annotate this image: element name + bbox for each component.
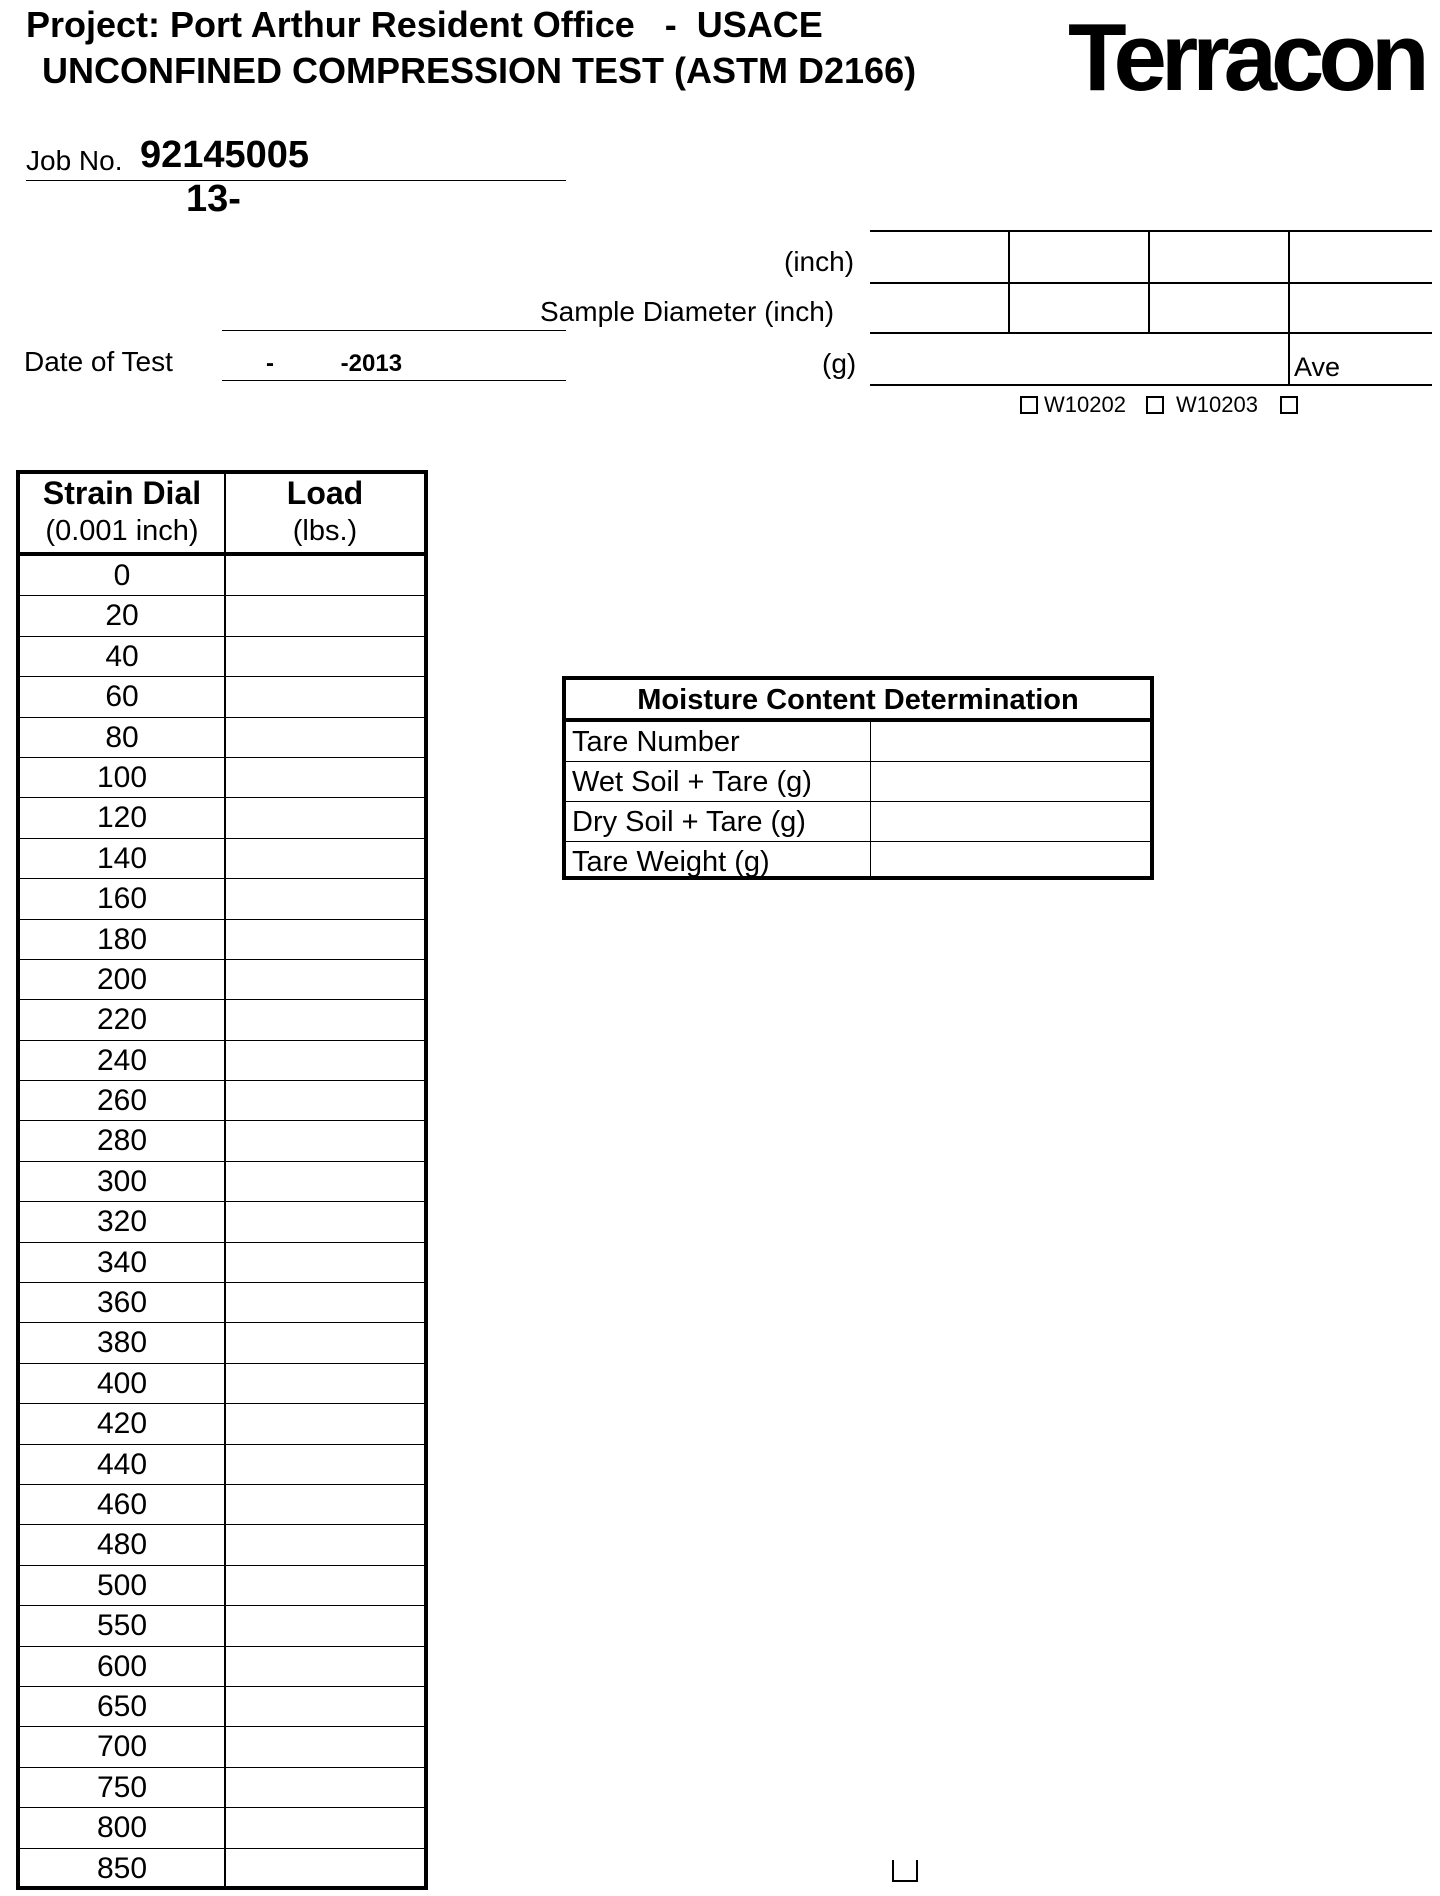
strain-row[interactable] (20, 677, 424, 717)
strain-dial-value: 340 (96, 1245, 148, 1279)
strain-row[interactable] (20, 1525, 424, 1565)
checkbox-w10203[interactable] (1146, 396, 1164, 414)
logo-text: Terracon (1068, 4, 1424, 110)
strain-row[interactable] (20, 1445, 424, 1485)
strain-row[interactable] (20, 1687, 424, 1727)
blank-line[interactable] (222, 330, 566, 331)
strain-dial-title: Strain Dial (42, 475, 202, 511)
date-underline (222, 380, 566, 381)
checkbox-other[interactable] (1280, 396, 1298, 414)
job-value: 92145005 (140, 134, 310, 176)
terracon-logo (1064, 0, 1432, 110)
strain-dial-value: 200 (96, 962, 148, 996)
strain-dial-value: 180 (96, 922, 148, 956)
load-unit: (lbs.) (292, 515, 358, 547)
strain-dial-value: 480 (96, 1528, 148, 1562)
grid-line-2 (870, 332, 1432, 334)
grid-line-3 (870, 384, 1432, 386)
strain-row[interactable] (20, 718, 424, 758)
date-value[interactable]: - -2013 (266, 350, 403, 377)
strain-row[interactable] (20, 758, 424, 798)
strain-dial-value: 500 (96, 1568, 148, 1602)
strain-dial-unit: (0.001 inch) (45, 515, 199, 547)
strain-row[interactable] (20, 1243, 424, 1283)
strain-dial-value: 260 (96, 1084, 148, 1118)
strain-row[interactable] (20, 596, 424, 636)
strain-dial-value: 0 (113, 559, 131, 592)
strain-dial-value: 360 (96, 1286, 148, 1320)
strain-dial-value: 700 (96, 1730, 148, 1764)
strain-dial-value: 140 (96, 841, 148, 875)
strain-row[interactable] (20, 1606, 424, 1646)
strain-dial-header (20, 474, 224, 552)
strain-row[interactable] (20, 1000, 424, 1040)
project-title: Project: Port Arthur Resident Office - USACE (26, 4, 823, 45)
strain-load-table (16, 470, 428, 1890)
test-title: UNCONFINED COMPRESSION TEST (ASTM D2166) (42, 50, 917, 91)
strain-dial-value: 240 (96, 1043, 148, 1077)
grid-vline-2 (1148, 230, 1150, 332)
moisture-table (562, 676, 1154, 880)
strain-dial-value: 750 (96, 1770, 148, 1804)
strain-table-header (20, 474, 424, 556)
strain-dial-value: 550 (96, 1609, 148, 1643)
load-header (226, 474, 424, 552)
strain-row[interactable] (20, 1566, 424, 1606)
date-label: Date of Test (24, 346, 173, 377)
strain-dial-value: 20 (105, 599, 139, 633)
moisture-row[interactable] (566, 842, 1150, 882)
strain-row[interactable] (20, 1162, 424, 1202)
strain-dial-value: 440 (96, 1447, 148, 1481)
grid-vline-3 (1288, 230, 1290, 384)
moisture-row-label: Tare Number (572, 726, 740, 758)
checkbox-w10202-label: W10202 (1044, 392, 1126, 417)
strain-dial-value: 850 (96, 1851, 148, 1885)
strain-row[interactable] (20, 1202, 424, 1242)
corner-mark (892, 1860, 918, 1882)
strain-dial-value: 80 (105, 720, 139, 754)
strain-row[interactable] (20, 1323, 424, 1363)
strain-row[interactable] (20, 1081, 424, 1121)
strain-row[interactable] (20, 798, 424, 838)
strain-row[interactable] (20, 960, 424, 1000)
strain-dial-value: 60 (105, 680, 139, 714)
moisture-table-title: Moisture Content Determination (566, 680, 1150, 722)
strain-dial-value: 600 (96, 1649, 148, 1683)
strain-dial-value: 100 (96, 760, 148, 794)
checkbox-w10203-label: W10203 (1176, 392, 1258, 417)
strain-row[interactable] (20, 1485, 424, 1525)
moisture-row[interactable] (566, 762, 1150, 802)
grid-vline-1 (1008, 230, 1010, 332)
strain-row[interactable] (20, 637, 424, 677)
ave-label: Ave (1294, 352, 1341, 382)
length-label: (inch) (784, 246, 855, 277)
strain-rows (20, 556, 424, 1889)
strain-row[interactable] (20, 1808, 424, 1848)
strain-dial-value: 280 (96, 1124, 148, 1158)
strain-dial-value: 40 (105, 639, 139, 673)
moisture-row[interactable] (566, 802, 1150, 842)
strain-row[interactable] (20, 879, 424, 919)
weight-label: (g) (822, 348, 857, 379)
moisture-row-label: Dry Soil + Tare (g) (572, 806, 806, 838)
job-label: Job No. (26, 145, 123, 176)
strain-row[interactable] (20, 1849, 424, 1889)
strain-row[interactable] (20, 839, 424, 879)
strain-dial-value: 300 (96, 1164, 148, 1198)
job-underline (26, 180, 566, 181)
strain-dial-value: 400 (96, 1366, 148, 1400)
strain-dial-value: 160 (96, 882, 148, 916)
strain-row[interactable] (20, 1768, 424, 1808)
sample-id: 13- (186, 178, 241, 220)
grid-line-1 (870, 282, 1432, 284)
strain-dial-value: 320 (96, 1205, 148, 1239)
strain-dial-value: 650 (96, 1689, 148, 1723)
strain-dial-value: 380 (96, 1326, 148, 1360)
grid-top-line (870, 230, 1432, 232)
checkbox-w10202[interactable] (1020, 396, 1038, 414)
strain-row[interactable] (20, 1647, 424, 1687)
strain-row[interactable] (20, 1041, 424, 1081)
strain-dial-value: 460 (96, 1487, 148, 1521)
strain-dial-value: 420 (96, 1407, 148, 1441)
strain-dial-value: 800 (96, 1811, 148, 1845)
strain-row[interactable] (20, 1283, 424, 1323)
strain-row[interactable] (20, 1727, 424, 1767)
strain-row[interactable] (20, 556, 424, 596)
diameter-label: Sample Diameter (inch) (540, 296, 835, 327)
strain-dial-value: 220 (96, 1003, 148, 1037)
strain-row[interactable] (20, 1121, 424, 1161)
strain-row[interactable] (20, 1364, 424, 1404)
moisture-row-label: Wet Soil + Tare (g) (572, 766, 812, 798)
strain-row[interactable] (20, 1404, 424, 1444)
moisture-row[interactable] (566, 722, 1150, 762)
strain-dial-value: 120 (96, 801, 148, 835)
load-title: Load (286, 475, 364, 511)
strain-row[interactable] (20, 920, 424, 960)
moisture-row-label: Tare Weight (g) (572, 846, 770, 878)
